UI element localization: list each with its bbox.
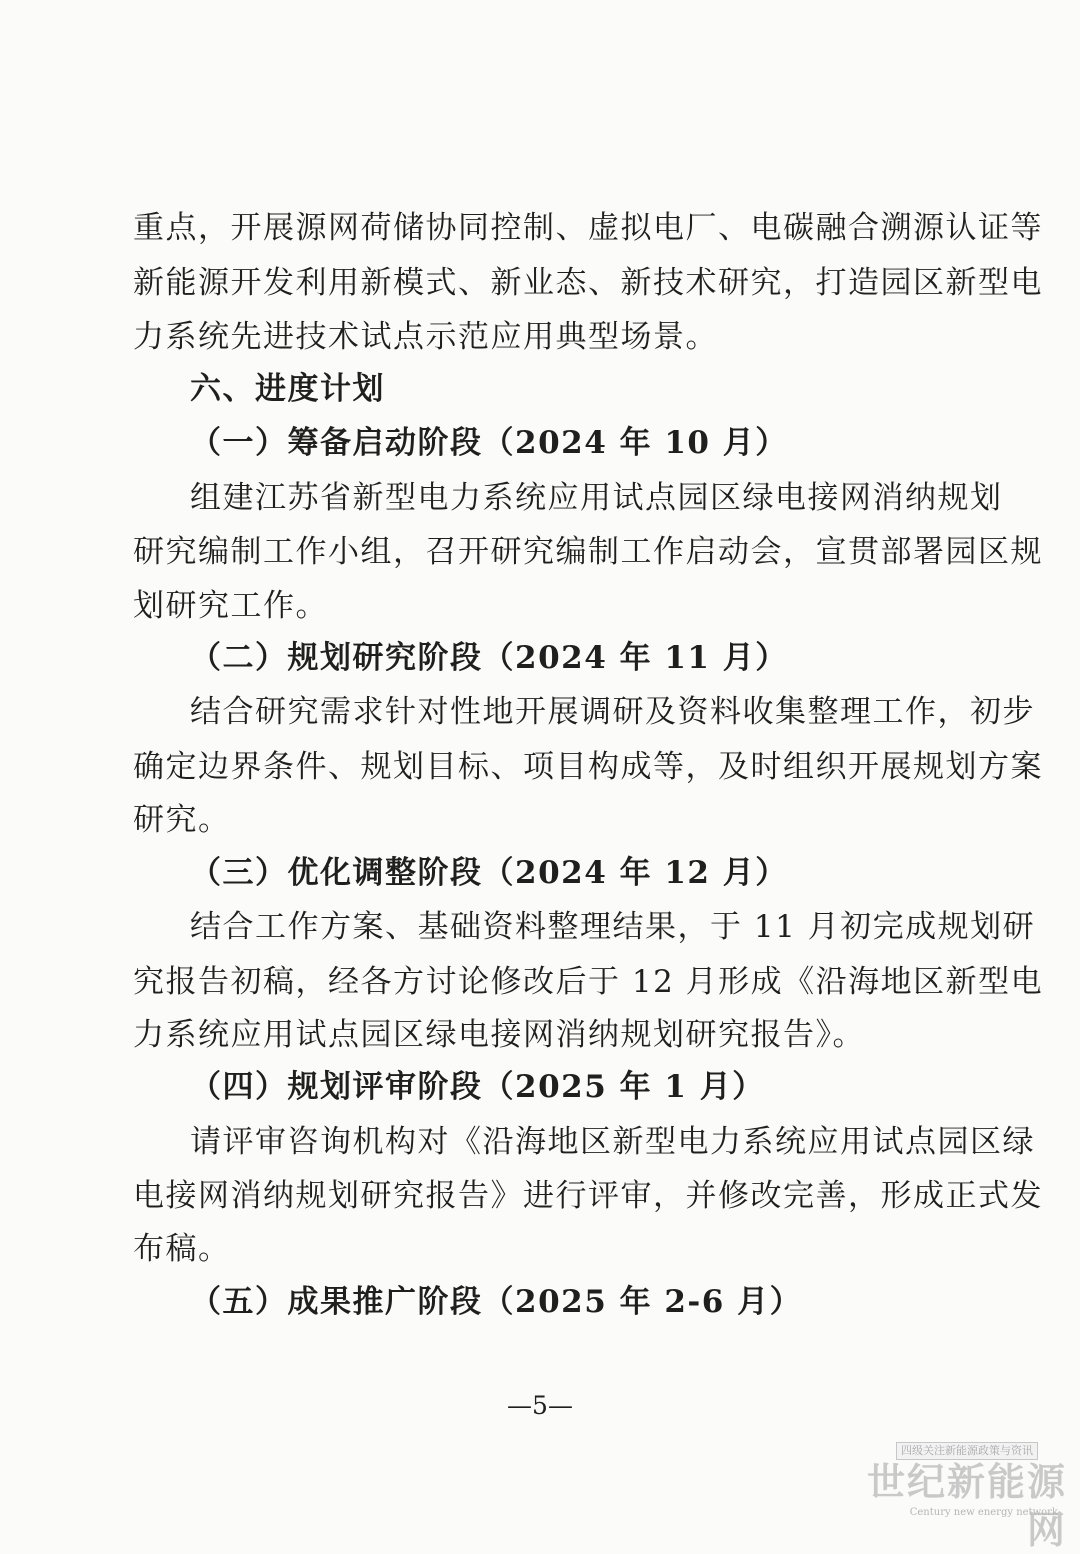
page-number: —5— [507, 1391, 573, 1420]
body-line: 划研究工作。 [133, 588, 328, 624]
subsection-heading: （四）规划评审阶段（2025 年 1 月） [190, 1069, 765, 1105]
body-line: 布稿。 [133, 1231, 231, 1267]
body-line: 请评审咨询机构对《沿海地区新型电力系统应用试点园区绿 [190, 1124, 1035, 1160]
body-line: 究报告初稿，经各方讨论修改后于 12 月形成《沿海地区新型电 [133, 964, 1044, 1000]
body-line: 研究编制工作小组，召开研究编制工作启动会，宣贯部署园区规 [133, 534, 1043, 570]
body-line: 力系统应用试点园区绿电接网消纳规划研究报告》。 [133, 1017, 865, 1053]
body-line: 电接网消纳规划研究报告》进行评审，并修改完善，形成正式发 [133, 1178, 1043, 1214]
body-line: 结合研究需求针对性地开展调研及资料收集整理工作，初步 [190, 694, 1035, 730]
body-line: 新能源开发利用新模式、新业态、新技术研究，打造园区新型电 [133, 265, 1043, 301]
watermark-tagline: 四级关注新能源政策与资讯 [896, 1442, 1038, 1460]
body-line: 力系统先进技术试点示范应用典型场景。 [133, 319, 718, 355]
subsection-heading: （五）成果推广阶段（2025 年 2-6 月） [190, 1284, 803, 1320]
body-line: 研究。 [133, 802, 231, 838]
subsection-heading: （三）优化调整阶段（2024 年 12 月） [190, 855, 788, 891]
watermark-logo-subtext: Century new energy network [909, 1507, 1058, 1518]
body-line: 结合工作方案、基础资料整理结果，于 11 月初完成规划研 [190, 909, 1036, 945]
subsection-heading: （二）规划研究阶段（2024 年 11 月） [190, 640, 788, 676]
body-line: 组建江苏省新型电力系统应用试点园区绿电接网消纳规划 [190, 480, 1003, 516]
body-line: 确定边界条件、规划目标、项目构成等，及时组织开展规划方案 [133, 749, 1043, 785]
section-heading: 六、进度计划 [190, 371, 385, 407]
subsection-heading: （一）筹备启动阶段（2024 年 10 月） [190, 425, 788, 461]
body-line: 重点，开展源网荷储协同控制、虚拟电厂、电碳融合溯源认证等 [133, 210, 1043, 246]
watermark-logo-text: 世纪新能源网 [866, 1459, 1067, 1552]
